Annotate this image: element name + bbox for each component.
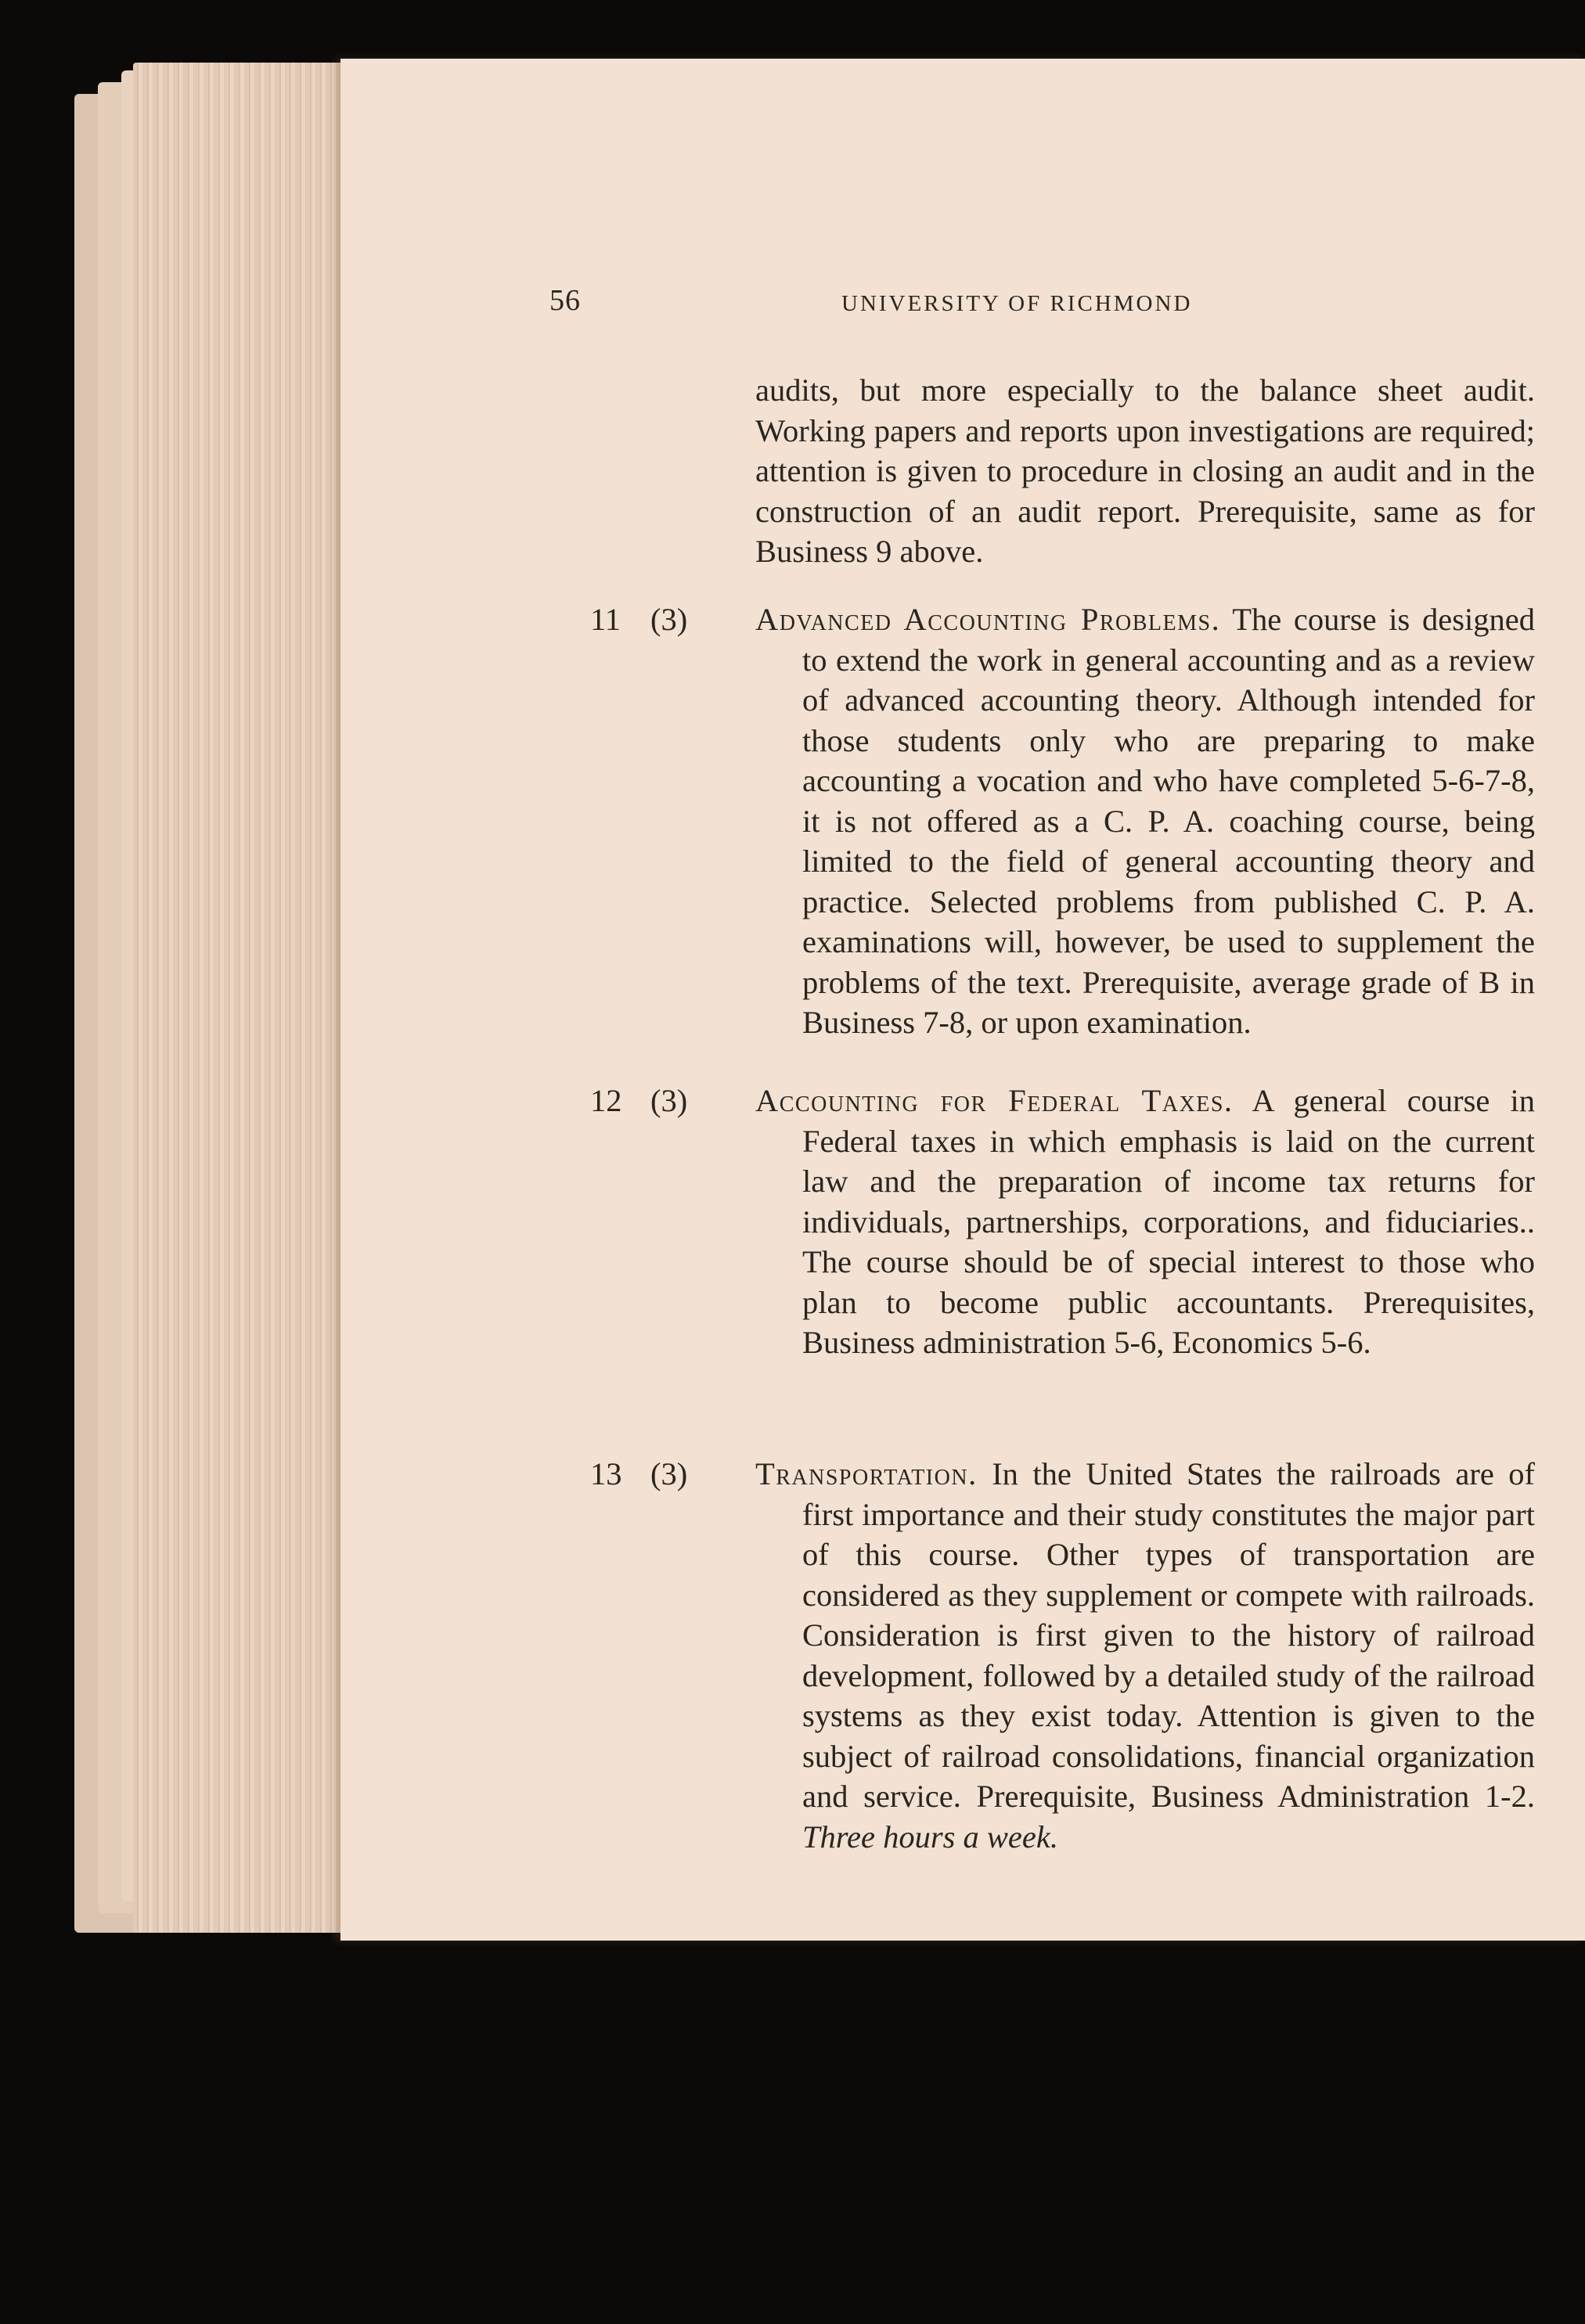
course-credits: (3) [650, 1083, 688, 1118]
course-description: In the United States the railroads are of first importance and their study constitutes the major part of this course. Other types of transportation are considered as they supplement or compete with railroads. Consideration is first given to the history of railroad development, followed by a detailed study of the railroad systems as they exist today. Attention is given to the subject of railroad consolidations, financial organization and service. Prerequisite, Business Administration 1-2. [802, 1456, 1536, 1814]
page-number: 56 [549, 284, 581, 317]
running-head: UNIVERSITY OF RICHMOND [841, 291, 1193, 316]
book-page [340, 59, 1585, 1941]
continued-paragraph: audits, but more especially to the balance sheet audit. Working papers and reports upon investigations are required; attention is given to procedure in closing an audit and in the construction of an audit report. Prerequisite, same as for Business 9 above. [755, 372, 1535, 569]
course-number: 13 [590, 1456, 622, 1491]
course-credits: (3) [650, 1456, 688, 1491]
course-hours: Three hours a week. [802, 1819, 1058, 1855]
course-paragraph [755, 1081, 1535, 1363]
course-number: 11 [590, 602, 621, 637]
course-description: A general course in Federal taxes in which emphasis is laid on the current law and the preparation of income tax returns for individuals, partnerships, corporations, and fiduciaries.. The course should be of special interest to those who plan to become public accountants. Prerequisites, Business administration 5-6, Economics 5-6. [802, 1083, 1535, 1360]
course-title: Accounting for Federal Taxes. [755, 1083, 1234, 1118]
course-paragraph [755, 1454, 1536, 1857]
course-number: 12 [590, 1083, 622, 1118]
course-paragraph [755, 599, 1535, 1043]
course-description: The course is designed to extend the work in general accounting and as a review of advanced accounting theory. Although intended for those students only who are preparing to make accounting a vocation and who have completed 5-6-7-8, it is not offered as a C. P. A. coaching course, being limited to the field of general accounting theory and practice. Selected problems from published C. P. A. examinations will, however, be used to supplement the problems of the text. Prerequisite, average grade of B in Business 7-8, or upon examination. [802, 602, 1535, 1040]
course-title: Transportation. [755, 1456, 978, 1491]
course-title: Advanced Accounting Problems. [755, 602, 1221, 637]
course-credits: (3) [650, 602, 688, 637]
